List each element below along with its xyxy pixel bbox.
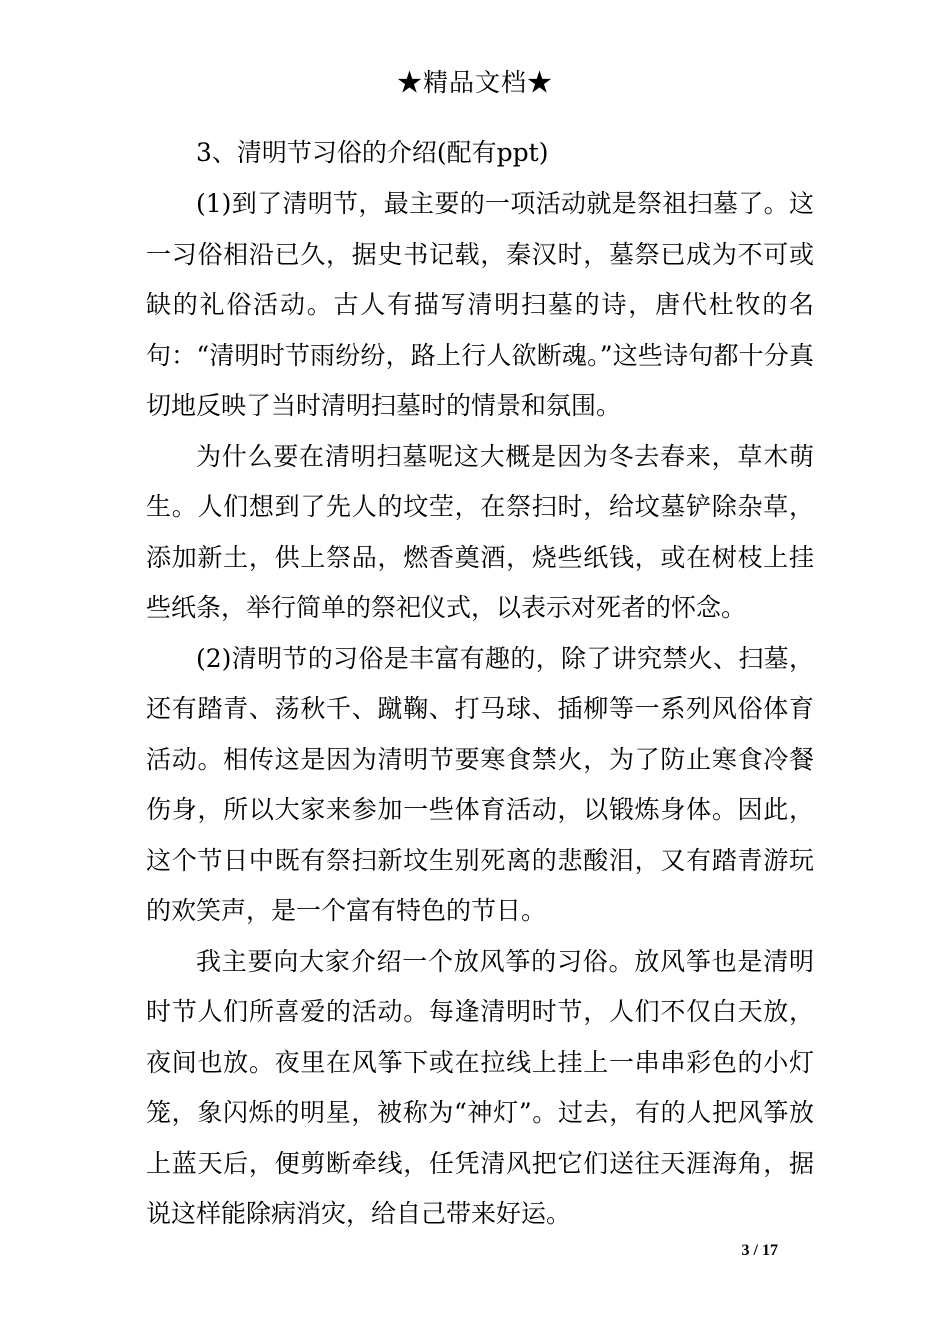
- paragraph-customs: (2)清明节的习俗是丰富有趣的，除了讲究禁火、扫墓，还有踏青、荡秋千、蹴鞠、打马球、插柳等一系列风俗体育活动。相传这是因为清明节要寒食禁火，为了防止寒食冷餐伤身，所以大家来参加一些体育活动，以锻炼身体。因此，这个节日中既有祭扫新坟生别死离的悲酸泪，又有踏青游玩的欢笑声，是一个富有特色的节日。: [146, 643, 814, 925]
- paragraph-kite-flying: 我主要向大家介绍一个放风筝的习俗。放风筝也是清明时节人们所喜爱的活动。每逢清明时节，人们不仅白天放，夜间也放。夜里在风筝下或在拉线上挂上一串串彩色的小灯笼，象闪烁的明星，被称为“神灯”。过去，有的人把风筝放上蓝天后，便剪断牵线，任凭清风把它们送往天涯海角，据说这样能除病消灾，给自己带来好运。: [146, 946, 814, 1228]
- paragraph-tomb-sweeping: (1)到了清明节，最主要的一项活动就是祭祖扫墓了。这一习俗相沿已久，据史书记载，秦汉时，墓祭已成为不可或缺的礼俗活动。古人有描写清明扫墓的诗，唐代杜牧的名句：“清明时节雨纷纷，路上行人欲断魂。”这些诗句都十分真切地反映了当时清明扫墓时的情景和氛围。: [146, 189, 814, 420]
- document-body: [146, 127, 814, 1240]
- page-header-title: ★精品文档★: [396, 68, 553, 97]
- paragraph-why-tomb-sweeping: 为什么要在清明扫墓呢这大概是因为冬去春来，草木萌生。人们想到了先人的坟茔，在祭扫时，给坟墓铲除杂草，添加新土，供上祭品，燃香奠酒，烧些纸钱，或在树枝上挂些纸条，举行简单的祭祀仪式，以表示对死者的怀念。: [146, 441, 814, 622]
- page-number: 3 / 17: [741, 1242, 778, 1259]
- section-heading: 3、清明节习俗的介绍(配有ppt): [196, 138, 549, 167]
